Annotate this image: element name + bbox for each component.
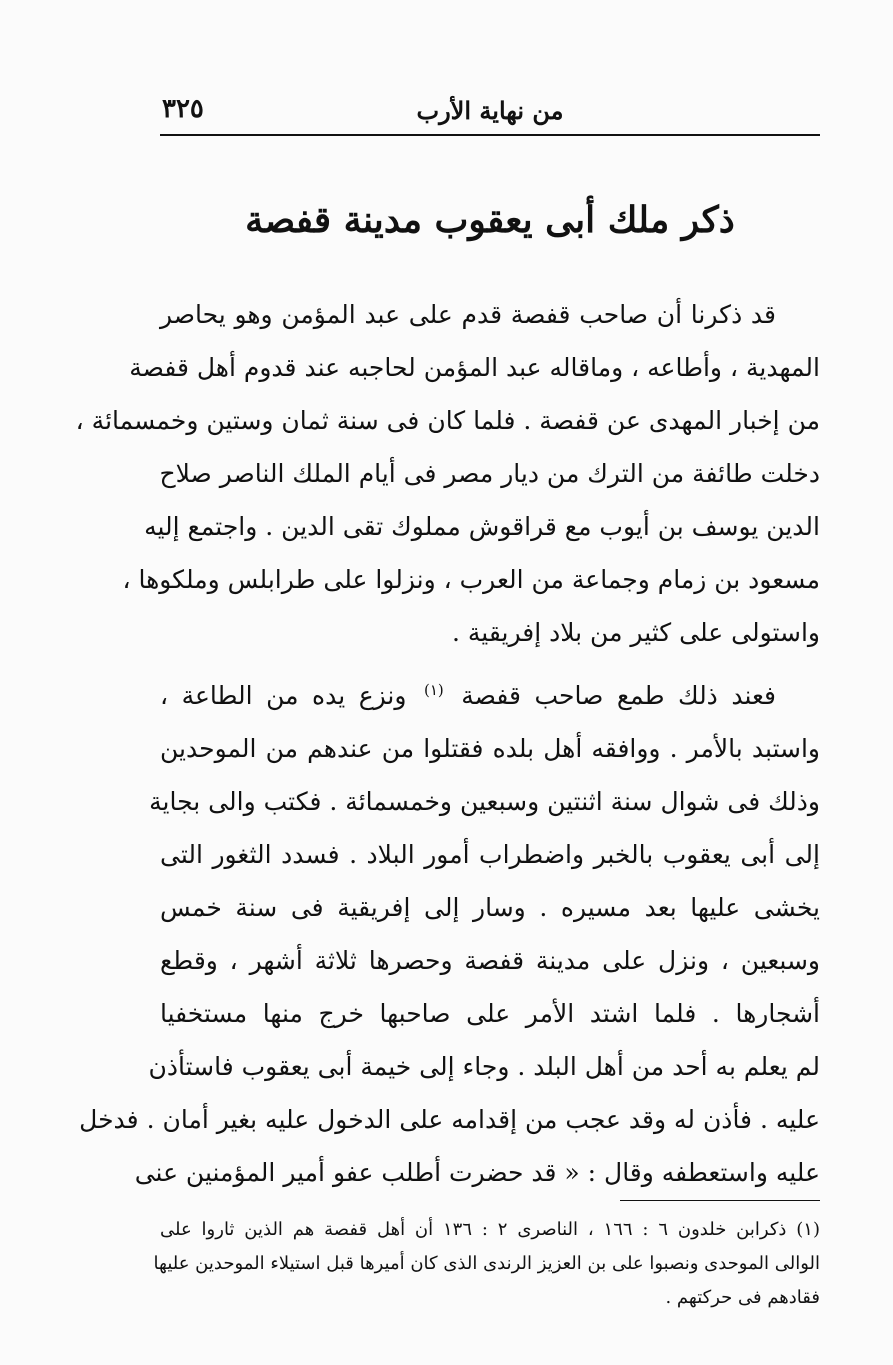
footnote-reference: (١)	[423, 680, 444, 699]
header-rule	[160, 134, 820, 136]
chapter-title: ذكر ملك أبى يعقوب مدينة قفصة	[245, 199, 735, 241]
running-title: من نهاية الأرب	[416, 96, 564, 125]
text-fragment: ونزع يده من الطاعة ،	[160, 681, 407, 710]
text-line: مسعود بن زمام وجماعة من العرب ، ونزلوا على طرابلس وملكوها ،	[122, 565, 820, 594]
paragraph-1	[75, 288, 820, 659]
text-line: من إخبار المهدى عن قفصة . فلما كان فى سنة ثمان وستين وخمسمائة ،	[75, 406, 820, 435]
text-line: أشجارها . فلما اشتد الأمر على صاحبها خرج منها مستخفيا	[160, 999, 820, 1028]
text-line: عليه واستعطفه وقال : « قد حضرت أطلب عفو أمير المؤمنين عنى	[134, 1158, 820, 1187]
text-line: الدين يوسف بن أيوب مع قراقوش مملوك تقى الدين . واجتمع إليه	[144, 512, 820, 541]
text-line: عليه . فأذن له وقد عجب من إقدامه على الدخول عليه بغير أمان . فدخل	[79, 1105, 820, 1134]
footnote-line: (١) ذكرابن خلدون ٦ : ١٦٦ ، الناصرى ٢ : ١٣٦ أن أهل قفصة هم الذين ثاروا على	[160, 1219, 820, 1240]
text-line: يخشى عليها بعد مسيره . وسار إلى إفريقية فى سنة خمس	[160, 893, 820, 922]
footnote-line: الوالى الموحدى ونصبوا على بن العزيز الرندى الذى كان أميرها قبل استيلاء الموحدين عليها	[153, 1253, 820, 1274]
page-header	[160, 92, 820, 136]
text-fragment: فعند ذلك طمع صاحب قفصة	[461, 681, 776, 710]
body-text	[75, 288, 820, 1199]
footnote-line: فقادهم فى حركتهم .	[665, 1287, 820, 1308]
text-line: دخلت طائفة من الترك من ديار مصر فى أيام الملك الناصر صلاح	[159, 459, 820, 488]
text-line	[160, 669, 820, 722]
text-line: وذلك فى شوال سنة اثنتين وسبعين وخمسمائة . فكتب والى بجاية	[149, 787, 820, 816]
text-line: لم يعلم به أحد من أهل البلد . وجاء إلى خيمة أبى يعقوب فاستأذن	[148, 1052, 820, 1081]
text-line: إلى أبى يعقوب بالخبر واضطراب أمور البلاد . فسدد الثغور التى	[160, 840, 820, 869]
paragraph-2	[79, 669, 820, 1199]
text-line: قد ذكرنا أن صاحب قفصة قدم على عبد المؤمن وهو يحاصر	[160, 300, 776, 329]
footnote	[153, 1213, 820, 1315]
text-line: وسبعين ، ونزل على مدينة قفصة وحصرها ثلاثة أشهر ، وقطع	[160, 946, 820, 975]
text-line: المهدية ، وأطاعه ، وماقاله عبد المؤمن لحاجبه عند قدوم أهل قفصة	[129, 353, 820, 382]
page-number: ٣٢٥	[162, 94, 204, 124]
text-line: واستبد بالأمر . ووافقه أهل بلده فقتلوا من عندهم من الموحدين	[160, 734, 820, 763]
text-line: واستولى على كثير من بلاد إفريقية .	[452, 618, 820, 647]
footnote-rule	[620, 1200, 820, 1201]
